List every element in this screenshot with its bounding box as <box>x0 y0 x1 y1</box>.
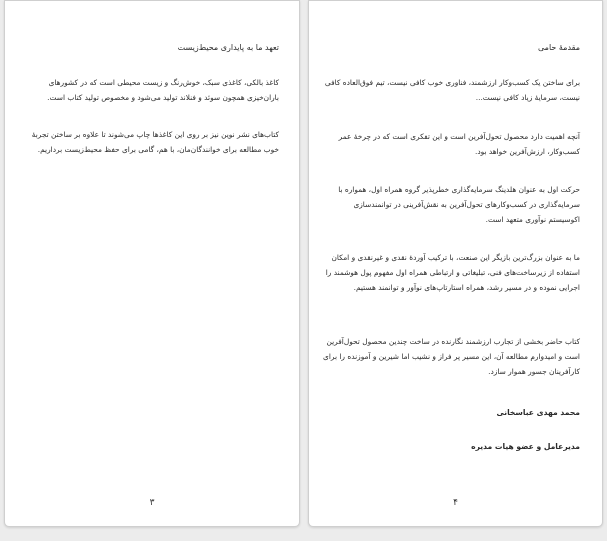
page-title: مقدمهٔ حامی <box>538 43 580 52</box>
paragraph: کتاب‌های نشر نوین نیز بر روی این کاغذها چاپ می‌شوند تا علاوه بر ساختن تجربهٔ خوب مطالعه برای خوانندگان‌مان، با هم، گامی برای حفظ محیط‌زیست برداریم. <box>31 130 279 154</box>
paragraph: ما به عنوان بزرگ‌ترین بازیگر این صنعت، با ترکیب آوردهٔ نقدی و غیرنقدی و امکان استفاده از زیرساخت‌های فنی، تبلیغاتی و ارتباطی همراه اول مفهوم پول هوشمند را اجرایی نموده و در مسیر رشد، همراه استارتاپ‌های نوآور و توانمند هستیم. <box>325 253 580 292</box>
paragraph: حرکت اول به عنوان هلدینگ سرمایه‌گذاری خطرپذیر گروه همراه اول، همواره با سرمایه‌گذاری در کسب‌وکارهای تحول‌آفرین به نقش‌آفرینی در توانمندسازی اکوسیستم نوآوری متعهد است. <box>338 185 580 224</box>
page-number: ۴ <box>453 498 458 508</box>
book-page-left <box>4 0 300 527</box>
signature-name: محمد مهدی عباسخانی <box>496 408 580 417</box>
paragraph: آنچه اهمیت دارد محصول تحول‌آفرین است و این تفکری است که در چرخهٔ عمر کسب‌وکار، ارزش‌آفرین خواهد بود. <box>338 132 580 156</box>
signature-role: مدیرعامل و عضو هیات مدیره <box>471 442 580 451</box>
paragraph: کاغذ بالکی، کاغذی سبک، خوش‌رنگ و زیست محیطی است که در کشورهای باران‌خیزی همچون سوئد و فنلاند تولید می‌شود و مخصوص تولید کتاب است. <box>47 78 279 102</box>
paragraph: کتاب حاضر بخشی از تجارب ارزشمند نگارنده در ساخت چندین محصول تحول‌آفرین است و امیدوارم مطالعه آن، این مسیر پر فراز و نشیب اما شیرین و آموزنده را برای کارآفرینان جسور هموار سازد. <box>323 337 580 376</box>
page-number: ۳ <box>149 498 155 508</box>
book-page-right <box>308 0 603 527</box>
page-title: تعهد ما به پایداری محیط‌زیست <box>177 43 279 52</box>
paragraph: برای ساختن یک کسب‌وکار ارزشمند، فناوری خوب کافی نیست، تیم فوق‌العاده کافی نیست، سرمایهٔ زیاد کافی نیست... <box>324 78 580 102</box>
